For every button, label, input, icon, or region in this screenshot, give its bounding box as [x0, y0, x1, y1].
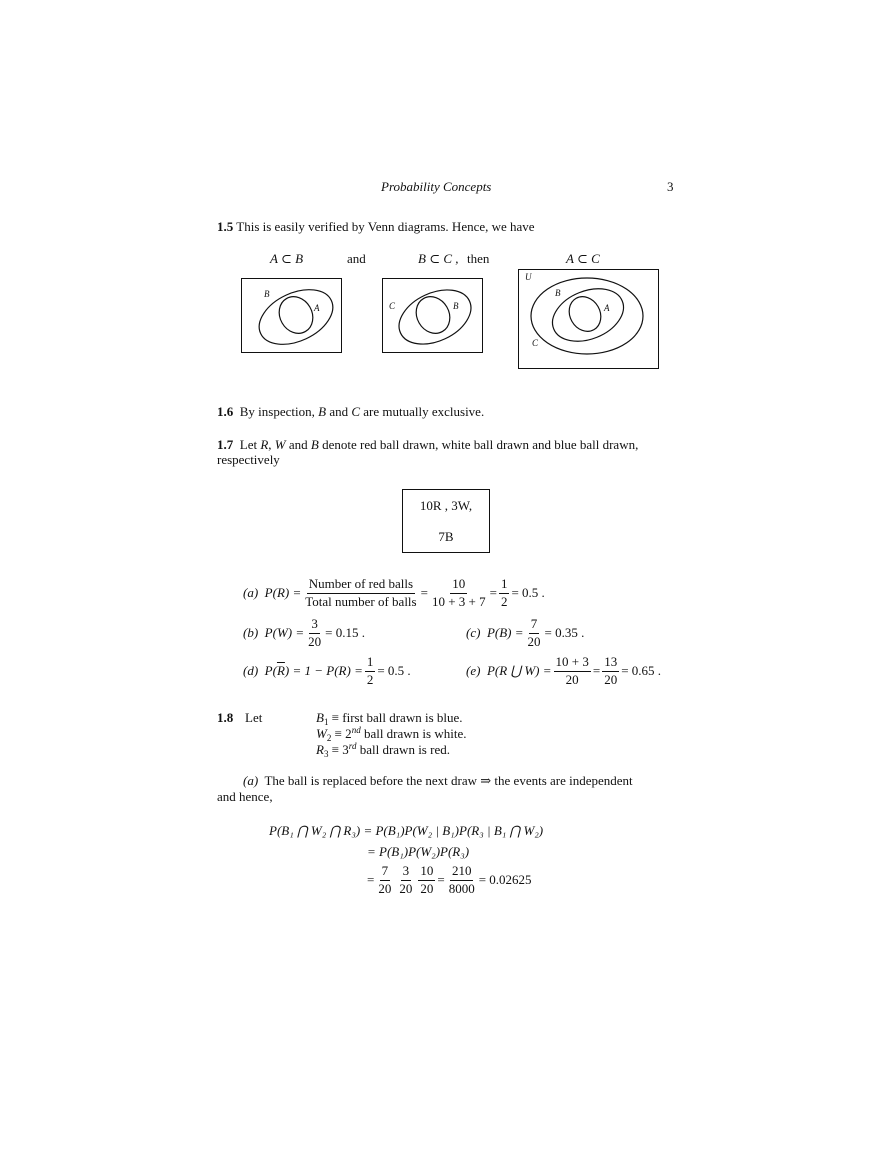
- subscript: 3: [323, 749, 329, 759]
- then-word: then: [467, 251, 490, 266]
- equals: =: [367, 872, 375, 888]
- numerator: 3: [401, 864, 412, 881]
- text-part: By inspection,: [239, 404, 319, 419]
- text-part: ,: [268, 437, 275, 452]
- text: The ball is replaced before the next draw ⇒ the events are independent: [264, 773, 633, 788]
- symbol: B: [316, 710, 324, 725]
- equals: =: [592, 663, 601, 679]
- text-part: are mutually exclusive.: [360, 404, 485, 419]
- denominator: 8000: [448, 880, 475, 896]
- denominator: 20: [399, 880, 413, 896]
- denominator: 10 + 3 + 7: [431, 593, 486, 609]
- numerator: 210: [450, 864, 474, 881]
- lhs-part: P(: [264, 663, 277, 679]
- joint-probability-equation: P(B₁ ⋂ W₂ ⋂ R₃) = P(B₁)P(W₂ | B₁)P(R₃ | B₁ ⋂ W₂): [269, 823, 544, 838]
- ellipse-c: [390, 279, 479, 354]
- and-word: and: [347, 251, 366, 266]
- part-a-text-line1: [243, 773, 633, 789]
- fraction: [554, 655, 591, 688]
- numerator: 3: [309, 617, 320, 634]
- subscript: 2: [326, 733, 332, 743]
- venn-label-inner: A: [314, 303, 320, 313]
- denominator: 20: [527, 633, 541, 649]
- subscript: 1: [323, 717, 329, 727]
- let-word: Let: [245, 710, 263, 725]
- lhs: P(R ⋃ W) =: [486, 663, 552, 679]
- part-label: (d): [243, 663, 259, 679]
- fraction: [397, 864, 414, 897]
- numerator: 7: [529, 617, 540, 634]
- lhs-part: ) = 1 − P(R) =: [284, 663, 363, 679]
- superscript: rd: [348, 741, 357, 751]
- numeric-result-line: [367, 864, 532, 897]
- denominator: 20: [420, 880, 434, 896]
- numerator: 7: [380, 864, 391, 881]
- part-label: (c): [466, 625, 481, 641]
- venn-label-universe: U: [525, 272, 532, 282]
- urn-line-2: 7B: [438, 529, 454, 544]
- definition-text: ball drawn is white.: [360, 726, 467, 741]
- ellipse-b: [410, 291, 457, 340]
- section-1-7-line2: respectively: [217, 452, 280, 467]
- part-label: (b): [243, 625, 259, 641]
- lhs: P(R) =: [264, 585, 302, 601]
- section-number: 1.5: [217, 219, 234, 234]
- denominator: 2: [366, 671, 374, 687]
- denominator: 20: [378, 880, 392, 896]
- numerator: Number of red balls: [307, 577, 415, 594]
- numerator: 1: [365, 655, 376, 672]
- fraction: [365, 655, 376, 688]
- fraction: [602, 655, 619, 688]
- numerator: 10 + 3: [554, 655, 591, 672]
- denominator: 20: [308, 633, 322, 649]
- part-a-text-line2: and hence,: [217, 789, 273, 804]
- part-label: (e): [466, 663, 481, 679]
- part-d-equation: [243, 655, 411, 688]
- result: = 0.5 .: [377, 663, 411, 679]
- venn-label-outer: C: [532, 338, 539, 348]
- section-number: 1.6: [217, 404, 234, 419]
- equals: =: [489, 585, 497, 601]
- definition-text: ≡ 2: [331, 726, 352, 741]
- definition-text: ball drawn is red.: [356, 742, 450, 757]
- venn-label-outer: B: [264, 289, 270, 299]
- symbol-w: W: [274, 437, 286, 452]
- r-complement: $\overline{R}$: [276, 663, 285, 679]
- part-e-equation: [466, 655, 661, 688]
- result: = 0.35 .: [544, 625, 585, 641]
- fraction: [499, 577, 510, 610]
- numerator: 10: [418, 864, 435, 881]
- running-header-title: Probability Concepts: [381, 179, 492, 194]
- venn-label-inner: B: [453, 301, 459, 311]
- venn-label-middle: B: [555, 288, 561, 298]
- section-number: 1.7: [217, 437, 234, 452]
- denominator: Total number of balls: [305, 593, 417, 609]
- venn-label-outer: C: [389, 301, 396, 311]
- result: = 0.02625: [478, 872, 532, 888]
- ellipse-c: [531, 278, 643, 354]
- section-1-5-text: [217, 219, 535, 235]
- part-c-equation: [466, 617, 584, 650]
- definition-text: ≡ first ball drawn is blue.: [328, 710, 463, 725]
- text-part: denote red ball drawn, white ball drawn and blue ball drawn,: [318, 437, 639, 452]
- part-label: (a): [243, 585, 259, 601]
- symbol-r: R: [260, 437, 269, 452]
- venn-label-inner: A: [604, 303, 610, 313]
- result: = 0.65 .: [621, 663, 662, 679]
- denominator: 20: [565, 671, 579, 687]
- venn-diagram-a-in-c: [518, 269, 660, 370]
- symbol-b: B: [318, 404, 327, 419]
- numerator: 1: [499, 577, 510, 594]
- section-1-7-line1: [217, 437, 638, 453]
- superscript: nd: [351, 725, 361, 735]
- definition-text: ≡ 3: [328, 742, 349, 757]
- fraction: [430, 577, 488, 610]
- numerator: 13: [602, 655, 619, 672]
- section-text: This is easily verified by Venn diagrams. Hence, we have: [236, 219, 535, 234]
- independence-step: = P(B₁)P(W₂)P(R₃): [367, 844, 470, 859]
- equals: =: [420, 585, 428, 601]
- symbol-c: C: [351, 404, 361, 419]
- text-part: and: [285, 437, 311, 452]
- section-1-6-text: [217, 404, 484, 420]
- text-part: and: [326, 404, 352, 419]
- lhs: P(W) =: [264, 625, 305, 641]
- fraction: [376, 864, 393, 897]
- fraction: [447, 864, 477, 897]
- lhs: P(B) =: [486, 625, 524, 641]
- fraction: [526, 617, 543, 650]
- urn-contents-box: [402, 489, 490, 553]
- result: = 0.15 .: [325, 625, 365, 641]
- relation-a-subset-b: A ⊂ B: [270, 251, 304, 266]
- part-label: (a): [243, 773, 259, 788]
- venn-diagram-b-in-c: [382, 278, 484, 354]
- section-number: 1.8: [217, 710, 234, 725]
- equals: =: [437, 872, 445, 888]
- relation-b-subset-c: B ⊂ C ,: [418, 251, 459, 266]
- symbol: R: [316, 742, 324, 757]
- numerator: 10: [450, 577, 467, 594]
- symbol-b: B: [310, 437, 319, 452]
- fraction: [303, 577, 418, 610]
- fraction: [306, 617, 323, 650]
- text-part: Let: [239, 437, 261, 452]
- definition-r3: [316, 741, 450, 759]
- page-number: 3: [667, 179, 674, 194]
- denominator: 2: [500, 593, 508, 609]
- part-a-equation: [243, 577, 545, 610]
- result: = 0.5 .: [511, 585, 545, 601]
- venn-diagram-a-in-b: [241, 278, 343, 354]
- relation-a-subset-c: A ⊂ C: [566, 251, 600, 266]
- fraction: [418, 864, 435, 897]
- urn-line-1: 10R , 3W,: [419, 498, 473, 513]
- denominator: 20: [604, 671, 618, 687]
- part-b-equation: [243, 617, 365, 650]
- symbol: W: [316, 726, 327, 741]
